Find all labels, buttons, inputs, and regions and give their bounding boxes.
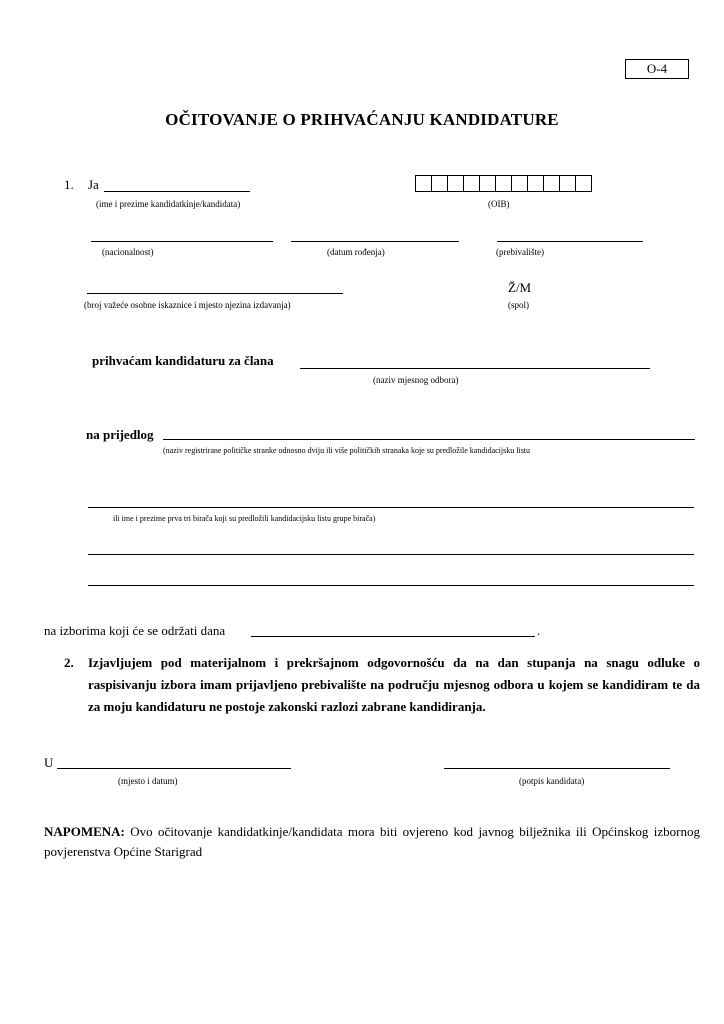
- residence-caption: (prebivalište): [496, 247, 544, 257]
- oib-digit-box[interactable]: [448, 175, 464, 192]
- document-title: OČITOVANJE O PRIHVAĆANJU KANDIDATURE: [165, 110, 559, 129]
- section1-number: 1.: [64, 177, 74, 192]
- oib-digit-box[interactable]: [560, 175, 576, 192]
- proposal-label: na prijedlog: [86, 427, 154, 442]
- gender-value: Ž/M: [508, 280, 532, 295]
- nationality-caption: (nacionalnost): [102, 247, 154, 257]
- voters-caption: ili ime i prezime prva tri birača koji su predložili kandidacijsku listu grupe birača): [113, 514, 376, 523]
- place-prefix: U: [44, 755, 54, 770]
- election-label: na izborima koji će se održati dana: [44, 623, 226, 638]
- proposal-line-2[interactable]: [88, 507, 694, 508]
- name-field-line[interactable]: [104, 191, 250, 192]
- oib-digit-box[interactable]: [528, 175, 544, 192]
- gender-caption: (spol): [508, 300, 529, 310]
- accept-label: prihvaćam kandidaturu za člana: [92, 353, 274, 368]
- committee-caption: (naziv mjesnog odbora): [373, 375, 459, 385]
- oib-digit-box[interactable]: [432, 175, 448, 192]
- birthdate-caption: (datum rođenja): [327, 247, 385, 257]
- nationality-field-line[interactable]: [91, 241, 273, 242]
- signature-field-line[interactable]: [444, 768, 670, 769]
- id-card-field-line[interactable]: [87, 293, 343, 294]
- birthdate-field-line[interactable]: [291, 241, 459, 242]
- note-paragraph: [44, 822, 700, 862]
- oib-caption: (OIB): [488, 199, 510, 209]
- oib-digit-box[interactable]: [512, 175, 528, 192]
- name-caption: (ime i prezime kandidatkinje/kandidata): [96, 199, 241, 209]
- note-text: Ovo očitovanje kandidatkinje/kandidata mora biti ovjereno kod javnog bilježnika ili Općinskog izbornog povjerenstva Općine Starigrad: [44, 824, 700, 859]
- proposal-line-4[interactable]: [88, 585, 694, 586]
- party-field-line[interactable]: [163, 439, 695, 440]
- oib-input-boxes[interactable]: [415, 175, 592, 192]
- form-code-box: O-4: [625, 59, 689, 79]
- residence-field-line[interactable]: [497, 241, 643, 242]
- election-end-dot: .: [537, 623, 541, 638]
- oib-digit-box[interactable]: [416, 175, 432, 192]
- oib-digit-box[interactable]: [544, 175, 560, 192]
- committee-field-line[interactable]: [300, 368, 650, 369]
- id-card-caption: (broj važeće osobne iskaznice i mjesto njezina izdavanja): [84, 300, 291, 310]
- place-caption: (mjesto i datum): [118, 776, 178, 786]
- place-date-field-line[interactable]: [57, 768, 291, 769]
- oib-digit-box[interactable]: [480, 175, 496, 192]
- ja-label: Ja: [88, 177, 99, 192]
- oib-digit-box[interactable]: [576, 175, 592, 192]
- declaration-statement: Izjavljujem pod materijalnom i prekršajnom odgovornošću da na dan stupanja na snagu odluke o raspisivanju izbora imam prijavljeno prebivalište na području mjesnog odbora u kojem se kandidiram te da za moju kandidaturu ne postoje zakonski razlozi zabrane kandidiranja.: [88, 655, 700, 714]
- oib-digit-box[interactable]: [464, 175, 480, 192]
- oib-digit-box[interactable]: [496, 175, 512, 192]
- section2-number: 2.: [64, 655, 74, 670]
- election-date-field-line[interactable]: [251, 636, 535, 637]
- note-label: NAPOMENA:: [44, 824, 125, 839]
- party-caption: (naziv registrirane političke stranke odnosno dviju ili više političkih stranaka koje su predložile kandidacijsku listu: [163, 446, 531, 455]
- proposal-line-3[interactable]: [88, 554, 694, 555]
- signature-caption: (potpis kandidata): [519, 776, 585, 786]
